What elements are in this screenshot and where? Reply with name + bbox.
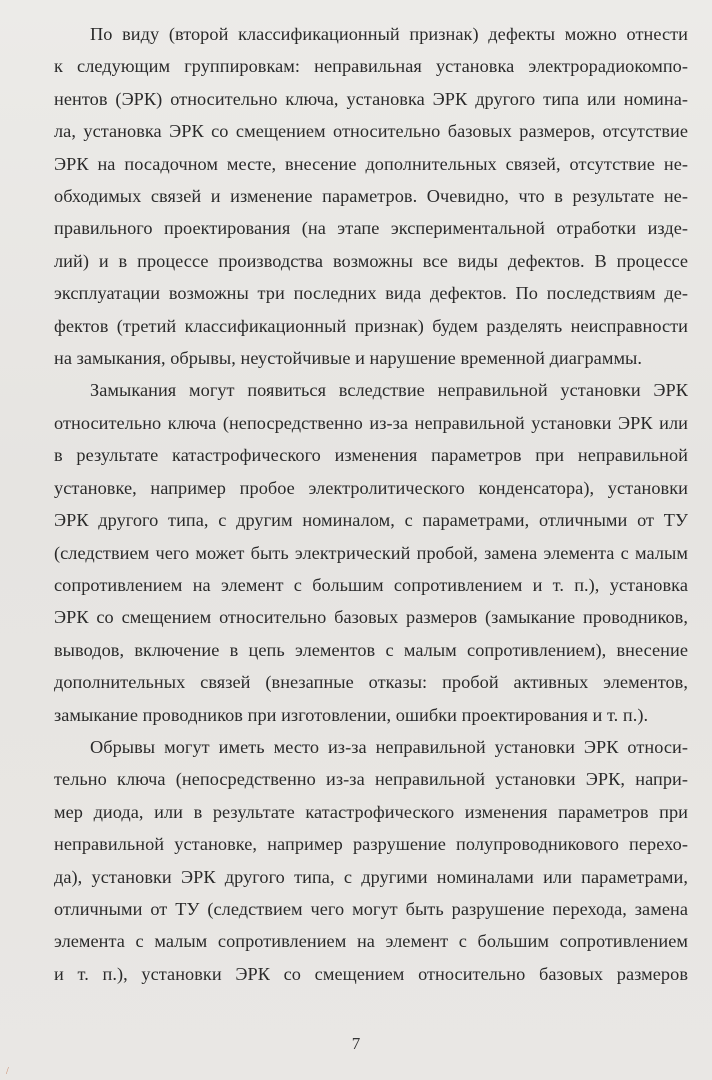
paragraph-1 xyxy=(54,18,688,374)
text-line: относительно ключа (непосредственно из-за неправильной установки ЭРК или xyxy=(54,412,688,433)
text-line: Обрывы могут иметь место из-за неправильной установки ЭРК относи- xyxy=(90,736,688,757)
text-line: нентов (ЭРК) относительно ключа, установка ЭРК другого типа или номина- xyxy=(54,88,688,109)
text-line: на замыкания, обрывы, неустойчивые и нарушение временной диаграммы. xyxy=(54,348,643,369)
text-line: неправильной установке, например разрушение полупроводникового перехо- xyxy=(54,834,688,855)
text-line: выводов, включение в цепь элементов с малым сопротивлением), внесение xyxy=(54,639,688,660)
text-line: сопротивлением на элемент с большим сопротивлением и т. п.), установка xyxy=(54,574,688,595)
text-line: в результате катастрофического изменения параметров при неправильной xyxy=(54,445,688,466)
text-line: тельно ключа (непосредственно из-за неправильной установки ЭРК, напри- xyxy=(54,769,688,790)
text-line: лий) и в процессе производства возможны все виды дефектов. В процессе xyxy=(54,250,688,271)
corner-mark: / xyxy=(6,1066,9,1077)
text-line: Замыкания могут появиться вследствие неправильной установки ЭРК xyxy=(90,380,688,401)
text-line: мер диода, или в результате катастрофического изменения параметров при xyxy=(54,801,688,822)
paragraph-3 xyxy=(54,731,688,990)
text-line: отличными от ТУ (следствием чего могут быть разрушение перехода, замена xyxy=(54,898,688,919)
text-line: (следствием чего может быть электрический пробой, замена элемента с малым xyxy=(54,542,688,563)
text-line: да), установки ЭРК другого типа, с другими номиналами или параметрами, xyxy=(54,866,688,887)
page-number: 7 xyxy=(351,1034,361,1053)
text-line: эксплуатации возможны три последних вида дефектов. По последствиям де- xyxy=(54,283,688,304)
text-line: установке, например пробое электролитического конденсатора), установки xyxy=(54,477,688,498)
text-line: ЭРК со смещением относительно базовых размеров (замыкание проводников, xyxy=(54,607,688,628)
text-line: правильного проектирования (на этапе экспериментальной отработки изде- xyxy=(54,218,688,239)
text-line: элемента с малым сопротивлением на элемент с большим сопротивлением xyxy=(54,931,688,952)
text-line: к следующим группировкам: неправильная установка электрорадиокомпо- xyxy=(54,56,688,77)
body-text xyxy=(54,18,688,990)
text-line: По виду (второй классификационный признак) дефекты можно отнести xyxy=(90,24,688,44)
text-line: ла, установка ЭРК со смещением относительно базовых размеров, отсутствие xyxy=(54,121,688,142)
text-line: дополнительных связей (внезапные отказы: пробой активных элементов, xyxy=(54,672,688,693)
text-line: обходимых связей и изменение параметров. Очевидно, что в результате не- xyxy=(54,186,688,207)
text-line: ЭРК на посадочном месте, внесение дополнительных связей, отсутствие не- xyxy=(54,153,688,174)
text-line: фектов (третий классификационный признак) будем разделять неисправности xyxy=(54,315,688,336)
text-line: и т. п.), установки ЭРК со смещением относительно базовых размеров xyxy=(54,963,688,984)
text-line: замыкание проводников при изготовлении, ошибки проектирования и т. п.). xyxy=(54,704,649,725)
text-line: ЭРК другого типа, с другим номиналом, с параметрами, отличными от ТУ xyxy=(54,510,688,531)
paragraph-2 xyxy=(54,374,688,730)
